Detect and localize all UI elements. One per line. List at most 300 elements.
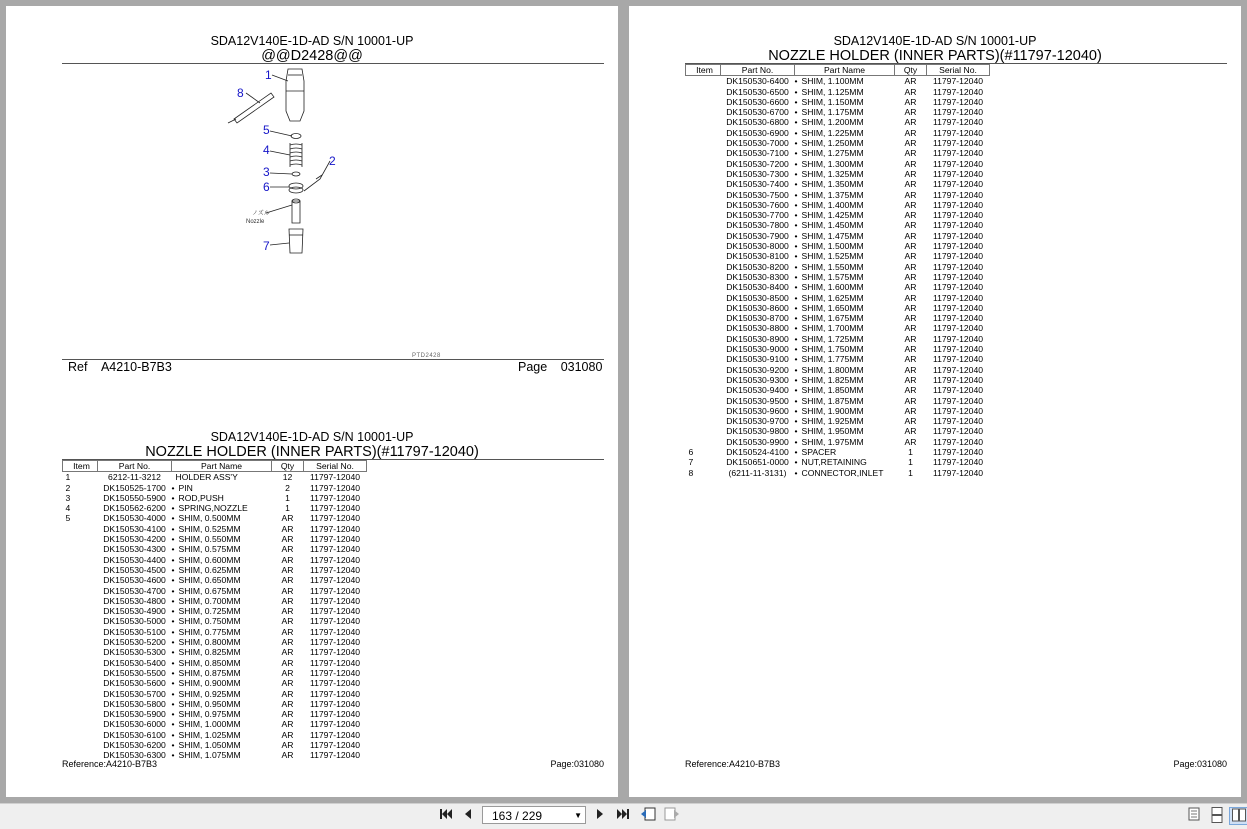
- item-cell: [686, 241, 721, 251]
- part-name-text: SHIM, 1.175MM: [801, 107, 864, 118]
- serial-cell: 11797-12040: [932, 117, 984, 128]
- part-no-cell: DK150530-6000: [103, 719, 166, 730]
- part-name-text: SHIM, 0.750MM: [178, 616, 241, 627]
- bullet: •: [794, 416, 798, 427]
- part-no-cell: DK150530-5700: [103, 688, 166, 699]
- part-name-text: SHIM, 0.975MM: [178, 709, 241, 720]
- ref-label: Ref: [68, 360, 88, 374]
- col-item: Item: [63, 461, 98, 472]
- bullet: •: [171, 503, 175, 514]
- part-no-cell: DK150530-4900: [103, 606, 166, 617]
- table-row: [686, 169, 990, 179]
- qty-cell: AR: [281, 698, 294, 709]
- part-no-cell: DK150530-5000: [103, 616, 166, 627]
- part-no-cell: DK150524-4100: [726, 446, 789, 457]
- part-name-cell: [795, 128, 895, 138]
- qty-cell: AR: [281, 740, 294, 751]
- qty-cell: AR: [904, 436, 917, 447]
- part-no-cell: DK150530-7100: [726, 148, 789, 159]
- table-row: [63, 699, 367, 709]
- bullet: •: [794, 426, 798, 437]
- part-name-cell: [172, 740, 272, 750]
- part-name-text: SHIM, 0.525MM: [178, 523, 241, 534]
- serial-cell: 11797-12040: [932, 251, 984, 262]
- serial-cell: 11797-12040: [932, 436, 984, 447]
- part-name-text: SHIM, 1.800MM: [801, 364, 864, 375]
- serial-cell: 11797-12040: [309, 585, 361, 596]
- part-no-cell: DK150530-6800: [726, 117, 789, 128]
- bullet: •: [171, 544, 175, 555]
- serial-cell: 11797-12040: [309, 729, 361, 740]
- part-name-text: SHIM, 1.000MM: [178, 719, 241, 730]
- qty-cell: AR: [281, 513, 294, 524]
- part-name-cell: [795, 282, 895, 292]
- item-cell: [686, 303, 721, 313]
- serial-cell: 11797-12040: [309, 657, 361, 668]
- bullet: •: [794, 148, 798, 159]
- item-cell: [686, 128, 721, 138]
- serial-cell: 11797-12040: [309, 740, 361, 751]
- bullet: •: [794, 446, 798, 457]
- item-cell: [63, 555, 98, 565]
- go-forward-view-icon[interactable]: [662, 807, 682, 825]
- bullet: •: [171, 482, 175, 493]
- callout-4: 4: [263, 143, 270, 157]
- table-row: [686, 97, 990, 107]
- qty-cell: AR: [904, 148, 917, 159]
- last-page-icon[interactable]: [613, 807, 633, 825]
- list-model-header: SDA12V140E-1D-AD S/N 10001-UP: [833, 34, 1037, 48]
- footer-reference: Reference:A4210-B7B3: [62, 759, 158, 769]
- item-cell: [63, 699, 98, 709]
- item-cell: [686, 76, 721, 87]
- bullet: •: [171, 647, 175, 658]
- table-row: [686, 457, 990, 467]
- bullet: •: [171, 719, 175, 730]
- table-row: [686, 272, 990, 282]
- part-name-text: SHIM, 1.350MM: [801, 179, 864, 190]
- qty-cell: AR: [904, 189, 917, 200]
- table-row: [63, 544, 367, 554]
- qty-cell: AR: [281, 626, 294, 637]
- part-no-cell: DK150530-4300: [103, 544, 166, 555]
- part-name-cell: [795, 468, 895, 478]
- bullet: •: [171, 698, 175, 709]
- part-name-text: SHIM, 1.125MM: [801, 86, 864, 97]
- part-name-cell: [795, 87, 895, 97]
- part-no-cell: DK150530-7200: [726, 158, 789, 169]
- callout-7: 7: [263, 239, 270, 253]
- qty-cell: AR: [904, 302, 917, 313]
- table-row: [63, 647, 367, 657]
- qty-cell: AR: [904, 292, 917, 303]
- table-row: [686, 231, 990, 241]
- qty-cell: AR: [904, 426, 917, 437]
- item-cell: [686, 190, 721, 200]
- table-row: [63, 586, 367, 596]
- qty-cell: AR: [904, 158, 917, 169]
- part-name-text: SHIM, 1.900MM: [801, 405, 864, 416]
- bullet: •: [794, 395, 798, 406]
- serial-cell: 11797-12040: [309, 595, 361, 606]
- part-no-cell: DK150530-5100: [103, 626, 166, 637]
- bullet: •: [794, 333, 798, 344]
- part-name-text: SHIM, 1.550MM: [801, 261, 864, 272]
- part-name-cell: [172, 658, 272, 668]
- qty-cell: AR: [904, 76, 917, 87]
- part-name-text: SHIM, 1.450MM: [801, 220, 864, 231]
- serial-cell: 11797-12040: [932, 446, 984, 457]
- col-serial: Serial No.: [304, 461, 367, 472]
- item-cell: [63, 575, 98, 585]
- part-no-cell: DK150530-8300: [726, 271, 789, 282]
- part-name-cell: [172, 493, 272, 503]
- item-cell: [686, 210, 721, 220]
- qty-cell: 1: [908, 457, 913, 468]
- part-name-text: SHIM, 0.600MM: [178, 554, 241, 565]
- table-row: [63, 627, 367, 637]
- part-no-cell: DK150651-0000: [726, 457, 789, 468]
- item-cell: [63, 596, 98, 606]
- callout-8: 8: [237, 86, 244, 100]
- table-header-row: [686, 65, 990, 76]
- bullet: •: [171, 585, 175, 596]
- item-cell: [686, 117, 721, 127]
- part-no-cell: DK150530-6400: [726, 76, 789, 87]
- part-no-cell: 6212-11-3212: [108, 472, 161, 483]
- part-no-cell: DK150530-4200: [103, 534, 166, 545]
- part-name-cell: [172, 750, 272, 760]
- part-name-cell: [172, 555, 272, 565]
- serial-cell: 11797-12040: [309, 709, 361, 720]
- diagram-model-header: SDA12V140E-1D-AD S/N 10001-UP: [210, 34, 414, 48]
- part-name-text: SHIM, 1.500MM: [801, 241, 864, 252]
- serial-cell: 11797-12040: [932, 168, 984, 179]
- part-no-cell: DK150530-5300: [103, 647, 166, 658]
- table-row: [63, 730, 367, 740]
- table-row: [686, 262, 990, 272]
- part-name-cell: [795, 210, 895, 220]
- bullet: •: [794, 210, 798, 221]
- part-no-cell: DK150530-8100: [726, 251, 789, 262]
- document-page-left: [6, 6, 618, 797]
- bullet: •: [794, 158, 798, 169]
- part-no-cell: DK150530-5600: [103, 678, 166, 689]
- serial-cell: 11797-12040: [932, 107, 984, 118]
- bullet: •: [171, 729, 175, 740]
- item-cell: [686, 365, 721, 375]
- part-name-text: SHIM, 0.900MM: [178, 678, 241, 689]
- part-name-text: SHIM, 0.850MM: [178, 657, 241, 668]
- part-no-cell: DK150530-8900: [726, 333, 789, 344]
- part-name-cell: [795, 334, 895, 344]
- page-value: 031080: [560, 360, 603, 374]
- part-no-cell: DK150530-7000: [726, 138, 789, 149]
- part-name-cell: [795, 396, 895, 406]
- part-name-cell: [795, 200, 895, 210]
- part-name-text: HOLDER ASS'Y: [175, 472, 238, 483]
- col-qty: Qty: [895, 65, 927, 76]
- qty-cell: AR: [904, 354, 917, 365]
- part-name-cell: [172, 730, 272, 740]
- part-no-cell: DK150530-4400: [103, 554, 166, 565]
- footer-page: Page:031080: [550, 759, 604, 769]
- col-serial: Serial No.: [927, 65, 990, 76]
- two-page-view-icon[interactable]: [1229, 807, 1247, 825]
- serial-cell: 11797-12040: [932, 374, 984, 385]
- part-name-cell: [795, 426, 895, 436]
- part-name-cell: [172, 647, 272, 657]
- part-no-cell: DK150530-4700: [103, 585, 166, 596]
- part-name-cell: [172, 668, 272, 678]
- part-name-text: SHIM, 1.275MM: [801, 148, 864, 159]
- bullet: •: [171, 688, 175, 699]
- bullet: •: [794, 313, 798, 324]
- part-name-cell: [795, 354, 895, 364]
- qty-cell: AR: [904, 271, 917, 282]
- part-name-cell: [795, 220, 895, 230]
- part-name-text: SHIM, 0.625MM: [178, 564, 241, 575]
- part-no-cell: DK150530-7400: [726, 179, 789, 190]
- qty-cell: AR: [904, 107, 917, 118]
- part-name-cell: [795, 76, 895, 87]
- bullet: •: [171, 740, 175, 751]
- bullet: •: [794, 282, 798, 293]
- serial-cell: 11797-12040: [932, 86, 984, 97]
- qty-cell: AR: [281, 688, 294, 699]
- part-name-text: SHIM, 1.300MM: [801, 158, 864, 169]
- item-cell: [686, 375, 721, 385]
- qty-cell: AR: [904, 374, 917, 385]
- qty-cell: AR: [904, 344, 917, 355]
- table-row: [63, 524, 367, 534]
- item-cell: [63, 658, 98, 668]
- qty-cell: AR: [904, 168, 917, 179]
- table-row: [63, 565, 367, 575]
- first-page-icon[interactable]: [436, 807, 456, 825]
- bullet: •: [794, 385, 798, 396]
- part-no-cell: DK150530-4100: [103, 523, 166, 534]
- qty-cell: AR: [281, 637, 294, 648]
- part-name-text: SHIM, 1.375MM: [801, 189, 864, 200]
- go-back-view-icon[interactable]: [638, 807, 658, 825]
- item-cell: [686, 138, 721, 148]
- part-no-cell: DK150530-7800: [726, 220, 789, 231]
- part-no-cell: DK150530-8600: [726, 302, 789, 313]
- bullet: •: [171, 534, 175, 545]
- qty-cell: AR: [281, 554, 294, 565]
- qty-cell: AR: [281, 523, 294, 534]
- serial-cell: 11797-12040: [309, 606, 361, 617]
- bullet: •: [794, 467, 798, 478]
- bullet: •: [794, 405, 798, 416]
- bullet: •: [171, 616, 175, 627]
- qty-cell: AR: [904, 179, 917, 190]
- item-cell: [686, 313, 721, 323]
- table-row: [63, 472, 367, 483]
- part-no-cell: DK150530-6200: [103, 740, 166, 751]
- parts-exploded-diagram: [216, 61, 356, 261]
- serial-cell: 11797-12040: [932, 364, 984, 375]
- table-row: [686, 190, 990, 200]
- table-row: [686, 138, 990, 148]
- qty-cell: AR: [904, 230, 917, 241]
- part-no-cell: DK150530-9400: [726, 385, 789, 396]
- part-name-text: SHIM, 1.875MM: [801, 395, 864, 406]
- bullet: •: [171, 554, 175, 565]
- serial-cell: 11797-12040: [932, 282, 984, 293]
- list-model-header: SDA12V140E-1D-AD S/N 10001-UP: [210, 430, 414, 444]
- table-header-row: [63, 461, 367, 472]
- part-name-text: SHIM, 1.325MM: [801, 168, 864, 179]
- bullet: •: [171, 513, 175, 524]
- item-cell: [686, 334, 721, 344]
- serial-cell: 11797-12040: [932, 76, 984, 87]
- part-name-text: SHIM, 0.775MM: [178, 626, 241, 637]
- item-cell: 4: [65, 503, 71, 514]
- bullet: •: [171, 626, 175, 637]
- item-cell: [686, 272, 721, 282]
- part-name-text: SHIM, 1.025MM: [178, 729, 241, 740]
- part-name-cell: [795, 251, 895, 261]
- serial-cell: 11797-12040: [932, 395, 984, 406]
- table-row: [686, 426, 990, 436]
- ref-field: [68, 360, 172, 374]
- qty-cell: AR: [281, 709, 294, 720]
- item-cell: 3: [65, 492, 71, 503]
- continuous-view-icon[interactable]: [1207, 807, 1227, 825]
- serial-cell: 11797-12040: [932, 416, 984, 427]
- nozzle-label-jp: ノズル: [252, 211, 270, 217]
- bullet: •: [794, 364, 798, 375]
- serial-cell: 11797-12040: [932, 457, 984, 468]
- serial-cell: 11797-12040: [309, 626, 361, 637]
- document-page-right: [629, 6, 1241, 797]
- ref-value: A4210-B7B3: [100, 360, 172, 374]
- qty-cell: 2: [285, 482, 290, 493]
- part-no-cell: DK150530-5800: [103, 698, 166, 709]
- part-no-cell: DK150530-9200: [726, 364, 789, 375]
- part-no-cell: DK150530-5900: [103, 709, 166, 720]
- next-page-icon[interactable]: [590, 807, 610, 825]
- item-cell: [63, 689, 98, 699]
- item-cell: [686, 179, 721, 189]
- serial-cell: 11797-12040: [309, 637, 361, 648]
- part-name-text: SHIM, 1.600MM: [801, 282, 864, 293]
- item-cell: 8: [688, 467, 694, 478]
- item-cell: [686, 159, 721, 169]
- part-name-text: SHIM, 0.825MM: [178, 647, 241, 658]
- item-cell: [686, 344, 721, 354]
- part-name-cell: [795, 97, 895, 107]
- part-name-cell: [795, 231, 895, 241]
- serial-cell: 11797-12040: [932, 199, 984, 210]
- table-row: [63, 668, 367, 678]
- part-name-cell: [795, 457, 895, 467]
- table-row: [686, 365, 990, 375]
- serial-cell: 11797-12040: [932, 426, 984, 437]
- part-no-cell: DK150530-7500: [726, 189, 789, 200]
- item-cell: [63, 606, 98, 616]
- part-name-cell: [795, 303, 895, 313]
- serial-cell: 11797-12040: [309, 472, 361, 483]
- part-name-text: SHIM, 1.825MM: [801, 374, 864, 385]
- bullet: •: [794, 374, 798, 385]
- part-no-cell: DK150530-7600: [726, 199, 789, 210]
- part-name-text: NUT,RETAINING: [801, 457, 867, 468]
- part-name-cell: [172, 503, 272, 513]
- bullet: •: [794, 323, 798, 334]
- callout-2: 2: [329, 154, 336, 168]
- item-cell: [63, 740, 98, 750]
- bullet: •: [794, 117, 798, 128]
- page-number-field[interactable]: [482, 806, 586, 824]
- parts-table-left: [62, 460, 367, 761]
- qty-cell: AR: [281, 729, 294, 740]
- qty-cell: AR: [281, 585, 294, 596]
- table-row: [686, 241, 990, 251]
- single-page-view-icon[interactable]: [1184, 807, 1204, 825]
- part-name-text: SHIM, 0.925MM: [178, 688, 241, 699]
- viewer-toolbar: [0, 803, 1247, 829]
- item-cell: [63, 678, 98, 688]
- table-row: [686, 76, 990, 87]
- item-cell: [63, 647, 98, 657]
- prev-page-icon[interactable]: [458, 807, 478, 825]
- qty-cell: AR: [904, 416, 917, 427]
- part-no-cell: DK150530-6900: [726, 127, 789, 138]
- item-cell: [63, 668, 98, 678]
- part-name-cell: [172, 606, 272, 616]
- bullet: •: [794, 107, 798, 118]
- part-name-cell: [172, 596, 272, 606]
- item-cell: [63, 616, 98, 626]
- table-row: [63, 658, 367, 668]
- part-name-text: SPACER: [801, 446, 837, 457]
- table-row: [686, 375, 990, 385]
- table-row: [686, 159, 990, 169]
- bullet: •: [794, 261, 798, 272]
- qty-cell: AR: [904, 241, 917, 252]
- table-row: [686, 303, 990, 313]
- item-cell: [63, 524, 98, 534]
- qty-cell: AR: [281, 595, 294, 606]
- item-cell: [63, 586, 98, 596]
- serial-cell: 11797-12040: [932, 405, 984, 416]
- table-row: [686, 396, 990, 406]
- part-name-text: SHIM, 1.675MM: [801, 313, 864, 324]
- part-name-text: SHIM, 1.575MM: [801, 271, 864, 282]
- qty-cell: AR: [904, 405, 917, 416]
- bullet: •: [171, 637, 175, 648]
- table-row: [686, 468, 990, 478]
- part-name-cell: [795, 179, 895, 189]
- table-row: [686, 344, 990, 354]
- part-no-cell: DK150530-9600: [726, 405, 789, 416]
- item-cell: [63, 565, 98, 575]
- qty-cell: AR: [281, 606, 294, 617]
- item-cell: [686, 396, 721, 406]
- table-row: [686, 437, 990, 447]
- bullet: •: [794, 168, 798, 179]
- part-no-cell: DK150530-9500: [726, 395, 789, 406]
- dropdown-arrow-icon[interactable]: ▼: [574, 811, 582, 820]
- serial-cell: 11797-12040: [932, 333, 984, 344]
- item-cell: 5: [65, 513, 71, 524]
- qty-cell: AR: [904, 199, 917, 210]
- part-name-cell: [172, 637, 272, 647]
- qty-cell: 12: [282, 472, 293, 483]
